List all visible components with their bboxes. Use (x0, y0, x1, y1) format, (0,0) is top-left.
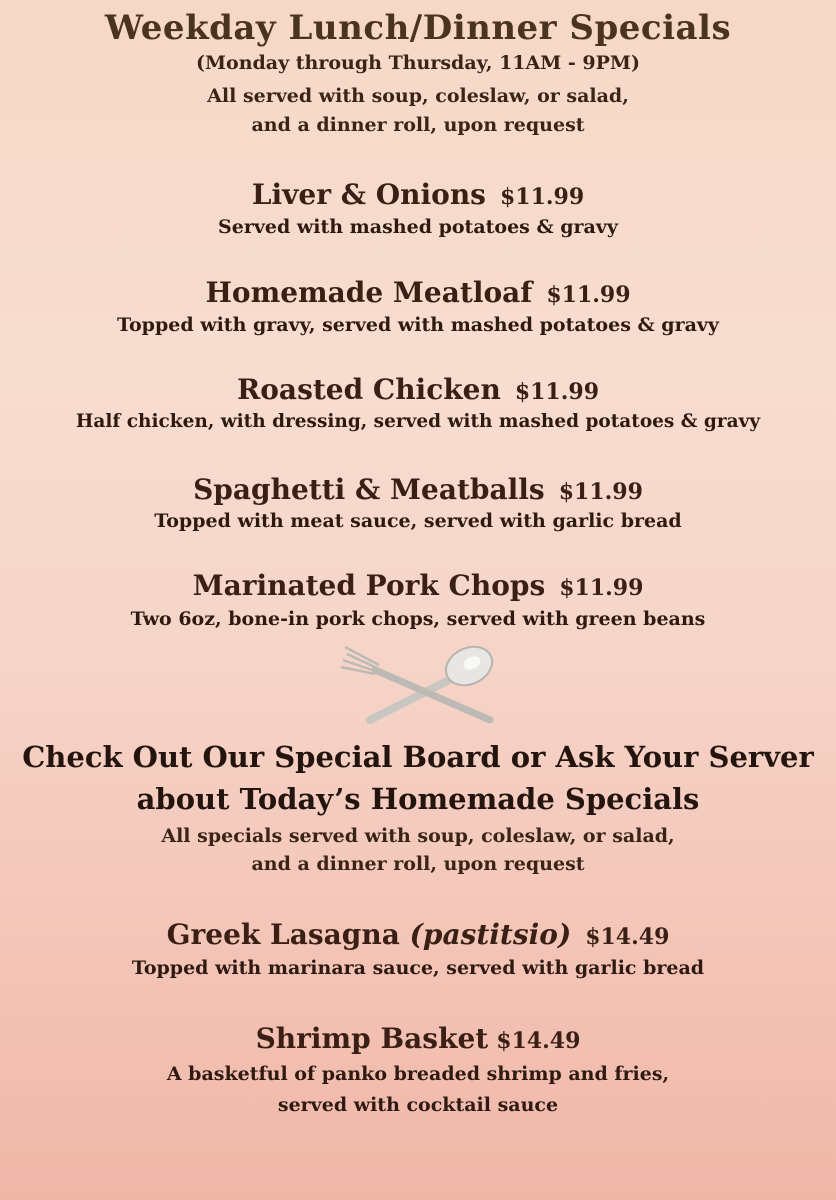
served-with-note-line2: and a dinner roll, upon request (251, 114, 585, 136)
menu-item-name-italic: (pastitsio) (409, 918, 572, 951)
specials-callout-line1: Check Out Our Special Board or Ask Your Server (22, 740, 814, 774)
menu-item-price: $11.99 (558, 479, 643, 505)
menu-item-price: $11.99 (546, 282, 631, 308)
menu-item-description-line1: A basketful of panko breaded shrimp and fries, (166, 1063, 670, 1085)
hours-text: (Monday through Thursday, 11AM - 9PM) (196, 52, 640, 74)
served-with-note-line1: All served with soup, coleslaw, or salad, (207, 85, 629, 107)
menu-item-price: $11.99 (514, 379, 600, 405)
menu-item-roasted-chicken (0, 373, 836, 406)
menu-item-description: Served with mashed potatoes & gravy (218, 216, 618, 238)
menu-item-price: $11.99 (559, 575, 644, 601)
menu-item-description: Topped with marinara sauce, served with garlic bread (131, 957, 705, 979)
spoon-icon (370, 642, 498, 720)
menu-item-description: Topped with gravy, served with mashed potatoes & gravy (117, 314, 719, 336)
menu-item-liver-onions (0, 178, 836, 211)
menu-item-name: Shrimp Basket (255, 1022, 489, 1055)
specials-note-line1: All specials served with soup, coleslaw, or salad, (161, 825, 675, 847)
menu-item-name: Marinated Pork Chops (192, 569, 546, 602)
menu-item-name: Greek Lasagna (166, 918, 400, 951)
menu-item-description: Two 6oz, bone-in pork chops, served with green beans (130, 608, 706, 630)
menu-item-shrimp-basket (0, 1022, 836, 1055)
menu-item-price: $11.99 (499, 184, 585, 210)
menu-item-description: Half chicken, with dressing, served with mashed potatoes & gravy (75, 411, 761, 432)
menu-item-name: Roasted Chicken (236, 373, 501, 406)
menu-item-price: $14.49 (585, 924, 670, 950)
specials-callout-line2: about Today’s Homemade Specials (136, 782, 700, 816)
menu-item-description: Topped with meat sauce, served with garlic bread (154, 510, 682, 532)
menu-item-spaghetti (0, 473, 836, 506)
menu-item-name: Spaghetti & Meatballs (193, 473, 545, 506)
menu-item-name: Liver & Onions (251, 178, 486, 211)
menu-item-pork-chops (0, 569, 836, 602)
menu-item-name: Homemade Meatloaf (205, 276, 533, 309)
menu-item-greek-lasagna (0, 918, 836, 951)
menu-item-meatloaf (0, 276, 836, 309)
menu-title: Weekday Lunch/Dinner Specials (104, 8, 732, 48)
menu-item-price: $14.49 (496, 1028, 581, 1054)
specials-note-line2: and a dinner roll, upon request (251, 853, 585, 875)
menu-item-description-line2: served with cocktail sauce (277, 1094, 559, 1116)
fork-and-spoon-icon (335, 642, 505, 737)
